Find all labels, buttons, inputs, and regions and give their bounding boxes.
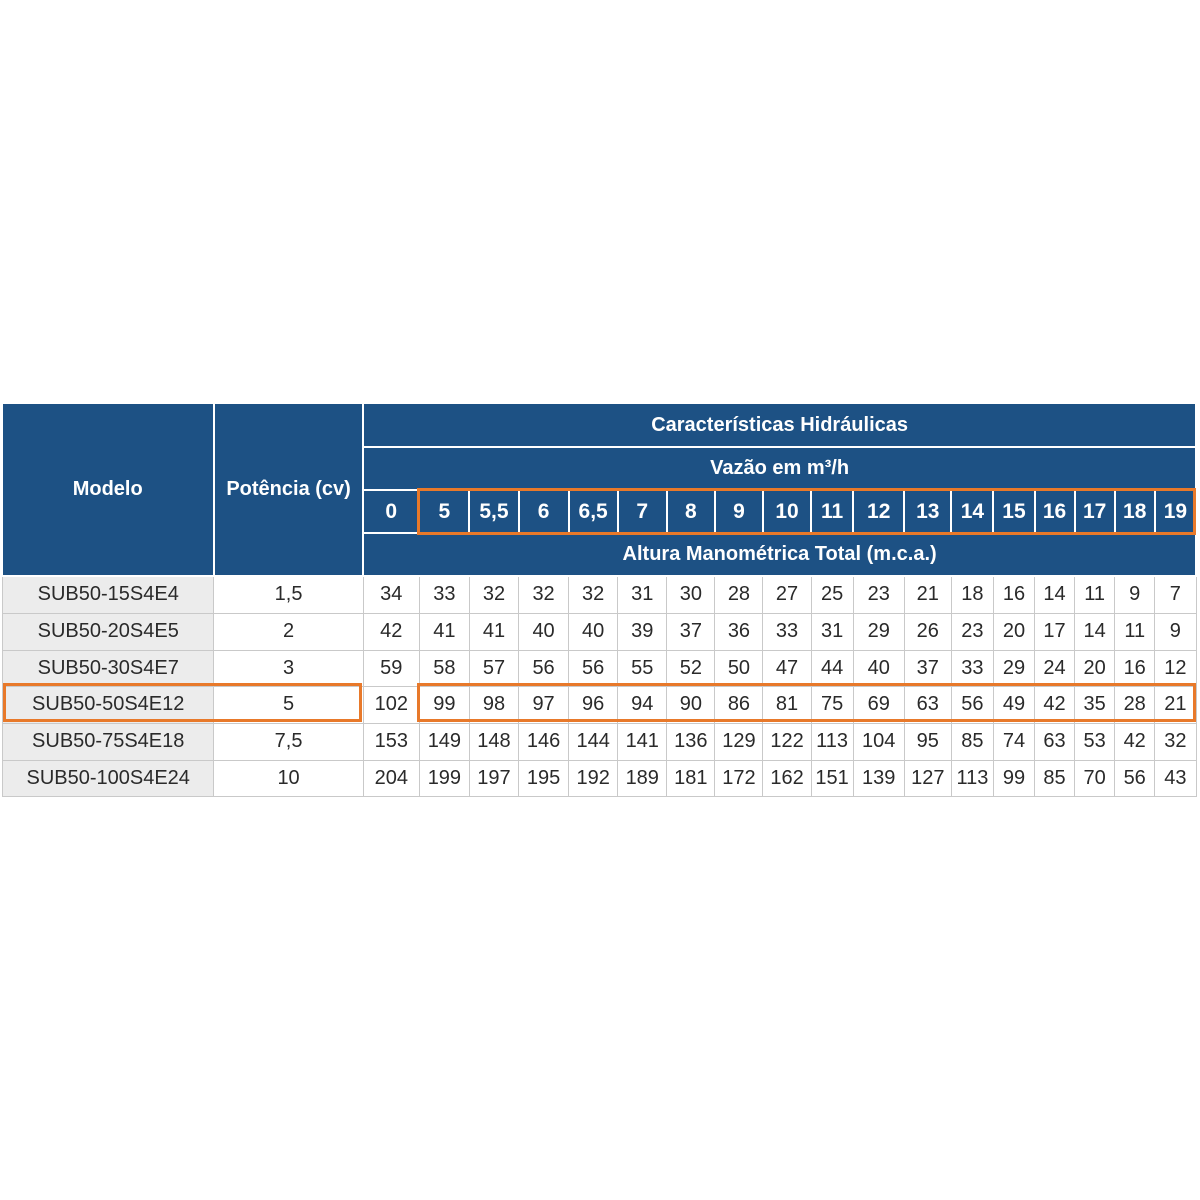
table-row	[3, 760, 1197, 796]
head-value-cell: 49	[993, 686, 1034, 723]
head-value-cell: 42	[363, 613, 419, 650]
header-flow-rate: Vazão em m³/h	[363, 447, 1196, 490]
head-value-cell: 11	[1115, 613, 1155, 650]
head-value-cell: 189	[618, 760, 667, 796]
head-value-cell: 97	[519, 686, 569, 723]
flow-header-cell: 0	[363, 490, 419, 533]
power-cell: 7,5	[214, 723, 363, 760]
flow-header-cell: 6,5	[569, 490, 618, 533]
head-value-cell: 90	[667, 686, 715, 723]
table-row	[3, 723, 1197, 760]
head-value-cell: 12	[1155, 650, 1196, 686]
head-value-cell: 33	[419, 576, 469, 613]
head-value-cell: 197	[469, 760, 518, 796]
head-value-cell: 57	[469, 650, 518, 686]
head-value-cell: 31	[618, 576, 667, 613]
head-value-cell: 96	[569, 686, 618, 723]
head-value-cell: 28	[715, 576, 763, 613]
pump-performance-table	[2, 402, 1197, 797]
head-value-cell: 32	[1155, 723, 1196, 760]
head-value-cell: 33	[763, 613, 811, 650]
head-value-cell: 42	[1115, 723, 1155, 760]
head-value-cell: 14	[1035, 576, 1075, 613]
head-value-cell: 7	[1155, 576, 1196, 613]
head-value-cell: 27	[763, 576, 811, 613]
head-value-cell: 122	[763, 723, 811, 760]
head-value-cell: 81	[763, 686, 811, 723]
head-value-cell: 192	[569, 760, 618, 796]
head-value-cell: 139	[853, 760, 904, 796]
head-value-cell: 94	[618, 686, 667, 723]
head-value-cell: 37	[904, 650, 951, 686]
head-value-cell: 146	[519, 723, 569, 760]
head-value-cell: 21	[1155, 686, 1196, 723]
flow-header-cell: 18	[1115, 490, 1155, 533]
head-value-cell: 102	[363, 686, 419, 723]
head-value-cell: 34	[363, 576, 419, 613]
head-value-cell: 41	[419, 613, 469, 650]
header-model: Modelo	[3, 403, 214, 576]
head-value-cell: 195	[519, 760, 569, 796]
head-value-cell: 40	[569, 613, 618, 650]
head-value-cell: 99	[993, 760, 1034, 796]
power-cell: 5	[214, 686, 363, 723]
head-value-cell: 16	[1115, 650, 1155, 686]
flow-header-cell: 9	[715, 490, 763, 533]
head-value-cell: 136	[667, 723, 715, 760]
head-value-cell: 50	[715, 650, 763, 686]
model-cell: SUB50-30S4E7	[3, 650, 214, 686]
head-value-cell: 153	[363, 723, 419, 760]
model-cell: SUB50-15S4E4	[3, 576, 214, 613]
flow-header-cell: 15	[993, 490, 1034, 533]
head-value-cell: 181	[667, 760, 715, 796]
head-value-cell: 129	[715, 723, 763, 760]
flow-header-cell: 5	[419, 490, 469, 533]
head-value-cell: 42	[1035, 686, 1075, 723]
head-value-cell: 69	[853, 686, 904, 723]
head-value-cell: 113	[811, 723, 853, 760]
head-value-cell: 29	[993, 650, 1034, 686]
flow-header-cell: 19	[1155, 490, 1196, 533]
head-value-cell: 18	[951, 576, 993, 613]
head-value-cell: 24	[1035, 650, 1075, 686]
head-value-cell: 20	[993, 613, 1034, 650]
head-value-cell: 32	[569, 576, 618, 613]
head-value-cell: 52	[667, 650, 715, 686]
head-value-cell: 47	[763, 650, 811, 686]
head-value-cell: 40	[853, 650, 904, 686]
head-value-cell: 85	[951, 723, 993, 760]
flow-header-cell: 14	[951, 490, 993, 533]
head-value-cell: 204	[363, 760, 419, 796]
head-value-cell: 30	[667, 576, 715, 613]
head-value-cell: 151	[811, 760, 853, 796]
head-value-cell: 32	[519, 576, 569, 613]
model-cell: SUB50-75S4E18	[3, 723, 214, 760]
head-value-cell: 70	[1075, 760, 1115, 796]
head-value-cell: 56	[1115, 760, 1155, 796]
head-value-cell: 56	[951, 686, 993, 723]
head-value-cell: 40	[519, 613, 569, 650]
head-value-cell: 11	[1075, 576, 1115, 613]
flow-header-cell: 7	[618, 490, 667, 533]
flow-header-cell: 13	[904, 490, 951, 533]
head-value-cell: 32	[469, 576, 518, 613]
table-row	[3, 650, 1197, 686]
head-value-cell: 23	[951, 613, 993, 650]
head-value-cell: 172	[715, 760, 763, 796]
head-value-cell: 37	[667, 613, 715, 650]
head-value-cell: 17	[1035, 613, 1075, 650]
head-value-cell: 127	[904, 760, 951, 796]
head-value-cell: 14	[1075, 613, 1115, 650]
power-cell: 10	[214, 760, 363, 796]
table-row	[3, 576, 1197, 613]
head-value-cell: 20	[1075, 650, 1115, 686]
head-value-cell: 95	[904, 723, 951, 760]
head-value-cell: 23	[853, 576, 904, 613]
power-cell: 3	[214, 650, 363, 686]
head-value-cell: 43	[1155, 760, 1196, 796]
head-value-cell: 59	[363, 650, 419, 686]
head-value-cell: 41	[469, 613, 518, 650]
head-value-cell: 29	[853, 613, 904, 650]
flow-header-cell: 17	[1075, 490, 1115, 533]
head-value-cell: 58	[419, 650, 469, 686]
head-value-cell: 33	[951, 650, 993, 686]
head-value-cell: 53	[1075, 723, 1115, 760]
head-value-cell: 35	[1075, 686, 1115, 723]
flow-header-cell: 11	[811, 490, 853, 533]
head-value-cell: 55	[618, 650, 667, 686]
header-hydraulic-characteristics: Características Hidráulicas	[363, 403, 1196, 447]
flow-header-cell: 16	[1035, 490, 1075, 533]
flow-header-cell: 8	[667, 490, 715, 533]
head-value-cell: 141	[618, 723, 667, 760]
model-cell: SUB50-50S4E12	[3, 686, 214, 723]
head-value-cell: 39	[618, 613, 667, 650]
head-value-cell: 56	[569, 650, 618, 686]
model-cell: SUB50-100S4E24	[3, 760, 214, 796]
head-value-cell: 21	[904, 576, 951, 613]
head-value-cell: 104	[853, 723, 904, 760]
head-value-cell: 36	[715, 613, 763, 650]
head-value-cell: 113	[951, 760, 993, 796]
head-value-cell: 199	[419, 760, 469, 796]
head-value-cell: 56	[519, 650, 569, 686]
head-value-cell: 149	[419, 723, 469, 760]
head-value-cell: 16	[993, 576, 1034, 613]
flow-header-cell: 6	[519, 490, 569, 533]
head-value-cell: 25	[811, 576, 853, 613]
head-value-cell: 86	[715, 686, 763, 723]
head-value-cell: 85	[1035, 760, 1075, 796]
head-value-cell: 28	[1115, 686, 1155, 723]
head-value-cell: 162	[763, 760, 811, 796]
head-value-cell: 144	[569, 723, 618, 760]
flow-header-cell: 5,5	[469, 490, 518, 533]
table-row	[3, 613, 1197, 650]
head-value-cell: 9	[1155, 613, 1196, 650]
head-value-cell: 26	[904, 613, 951, 650]
head-value-cell: 74	[993, 723, 1034, 760]
power-cell: 2	[214, 613, 363, 650]
head-value-cell: 99	[419, 686, 469, 723]
head-value-cell: 44	[811, 650, 853, 686]
head-value-cell: 75	[811, 686, 853, 723]
model-cell: SUB50-20S4E5	[3, 613, 214, 650]
head-value-cell: 9	[1115, 576, 1155, 613]
power-cell: 1,5	[214, 576, 363, 613]
head-value-cell: 148	[469, 723, 518, 760]
head-value-cell: 63	[904, 686, 951, 723]
flow-header-cell: 10	[763, 490, 811, 533]
header-power: Potência (cv)	[214, 403, 363, 576]
head-value-cell: 31	[811, 613, 853, 650]
flow-header-cell: 12	[853, 490, 904, 533]
head-value-cell: 63	[1035, 723, 1075, 760]
head-value-cell: 98	[469, 686, 518, 723]
table-row	[3, 686, 1197, 723]
header-total-head: Altura Manométrica Total (m.c.a.)	[363, 533, 1196, 576]
